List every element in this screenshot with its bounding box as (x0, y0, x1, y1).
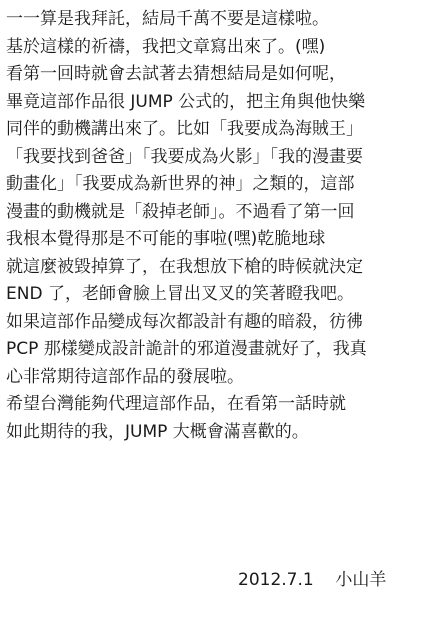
signature (238, 569, 386, 591)
signature-author: 小山羊 (335, 570, 387, 590)
text-line: 就這麼被毀掉算了，在我想放下槍的時候就決定 (6, 256, 363, 277)
signature-date: 2012.7.1 (238, 570, 314, 590)
text-line: 動畫化」「我要成為新世界的神」之類的，這部 (6, 174, 355, 194)
text-line: 如此期待的我，JUMP 大概會滿喜歡的。 (6, 421, 309, 442)
body-text (6, 6, 431, 446)
text-line: 「我要找到爸爸」「我要成為火影」「我的漫畫要 (6, 146, 363, 167)
text-line: 如果這部作品變成每次都設計有趣的暗殺，彷彿 (6, 311, 363, 332)
text-line: 心非常期待這部作品的發展啦。 (6, 366, 244, 387)
text-line: 一一算是我拜託，結局千萬不要是這樣啦。 (6, 9, 329, 29)
text-line: 漫畫的動機就是「殺掉老師」。不過看了第一回 (6, 201, 355, 222)
text-line: END 了，老師會臉上冒出叉叉的笑著瞪我吧。 (6, 284, 354, 304)
text-line: 看第一回時就會去試著去猜想結局是如何呢， (6, 64, 346, 84)
text-line: 基於這樣的祈禱，我把文章寫出來了。(嘿) (6, 36, 326, 57)
text-line: 我根本覺得那是不可能的事啦(嘿)乾脆地球 (6, 229, 326, 249)
text-line: 畢竟這部作品很 JUMP 公式的，把主角與他快樂 (6, 91, 366, 112)
text-line: PCP 那樣變成設計詭計的邪道漫畫就好了，我真 (6, 339, 367, 359)
text-line: 同伴的動機講出來了。比如「我要成為海賊王」 (6, 119, 363, 139)
text-line: 希望台灣能夠代理這部作品，在看第一話時就 (6, 394, 346, 414)
